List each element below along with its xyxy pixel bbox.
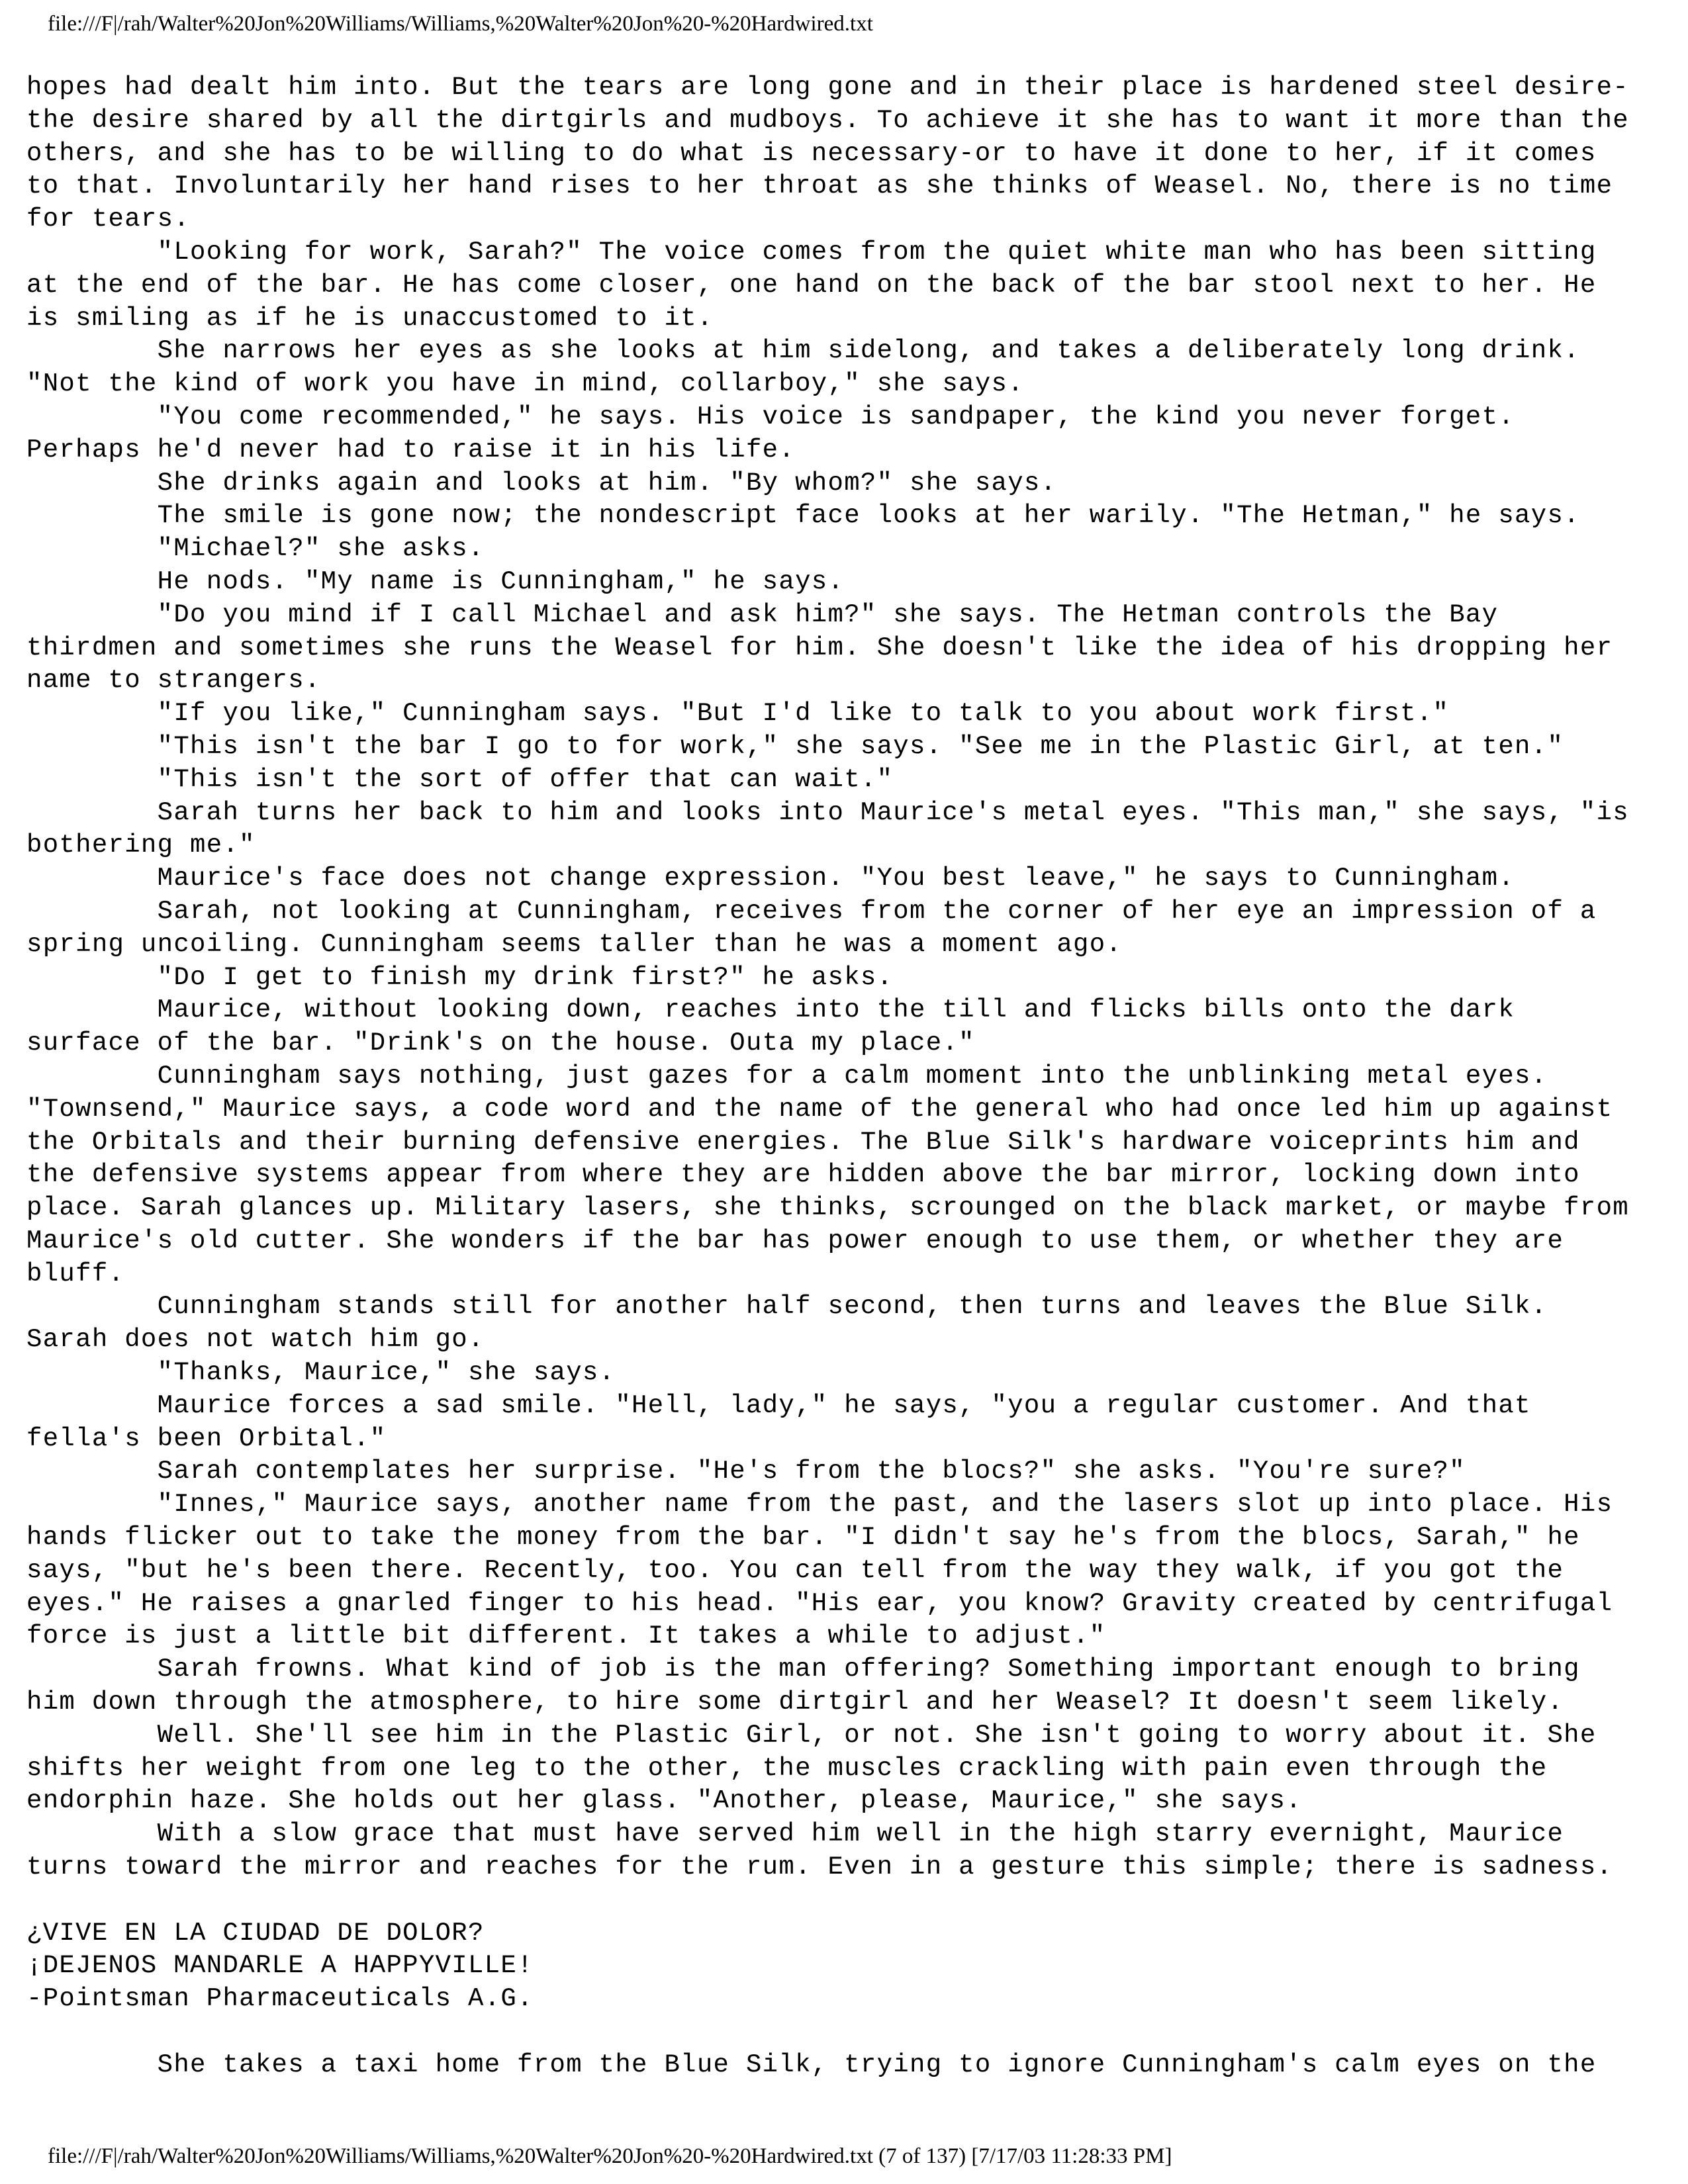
text-line: Maurice's old cutter. She wonders if the bar has power enough to use them, or whether they are	[26, 1226, 1564, 1255]
text-line: Sarah contemplates her surprise. "He's from the blocs?" she asks. "You're sure?"	[26, 1457, 1466, 1486]
text-line: place. Sarah glances up. Military lasers, she thinks, scrounged on the black market, or maybe from	[26, 1193, 1629, 1223]
text-line: endorphin haze. She holds out her glass. "Another, please, Maurice," she says.	[26, 1786, 1302, 1816]
text-line: the desire shared by all the dirtgirls and mudboys. To achieve it she has to want it more than the	[26, 105, 1629, 135]
text-line: "If you like," Cunningham says. "But I'd like to talk to you about work first."	[26, 699, 1450, 729]
text-line: Maurice's face does not change expression. "You best leave," he says to Cunningham.	[26, 864, 1515, 893]
text-line: "You come recommended," he says. His voice is sandpaper, the kind you never forget.	[26, 402, 1515, 432]
text-line: "Do I get to finish my drink first?" he asks.	[26, 962, 894, 992]
text-line: Maurice, without looking down, reaches into the till and flicks bills onto the dark	[26, 995, 1515, 1025]
text-line: is smiling as if he is unaccustomed to it.	[26, 303, 714, 333]
text-line: others, and she has to be willing to do what is necessary-or to have it done to her, if it comes	[26, 138, 1597, 168]
text-line: Cunningham stands still for another half second, then turns and leaves the Blue Silk.	[26, 1292, 1548, 1322]
text-line: eyes." He raises a gnarled finger to his head. "His ear, you know? Gravity created by centrifugal	[26, 1588, 1613, 1618]
document-text	[26, 71, 1668, 2082]
text-line: force is just a little bit different. It takes a while to adjust."	[26, 1621, 1106, 1651]
text-line: thirdmen and sometimes she runs the Weasel for him. She doesn't like the idea of his dropping her	[26, 633, 1613, 662]
text-line: at the end of the bar. He has come closer, one hand on the back of the bar stool next to her. He	[26, 270, 1597, 300]
text-line: Cunningham says nothing, just gazes for a calm moment into the unblinking metal eyes.	[26, 1061, 1548, 1091]
text-line	[26, 2016, 1668, 2049]
text-line: bothering me."	[26, 831, 256, 860]
text-line	[26, 1884, 1668, 1917]
text-line: ¡DEJENOS MANDARLE A HAPPYVILLE!	[26, 1951, 534, 1981]
text-line: "This isn't the bar I go to for work," she says. "See me in the Plastic Girl, at ten."	[26, 731, 1564, 761]
text-line: hands flicker out to take the money from the bar. "I didn't say he's from the blocs, Sarah," he	[26, 1523, 1580, 1553]
text-line: "Thanks, Maurice," she says.	[26, 1358, 616, 1388]
text-line: Sarah does not watch him go.	[26, 1325, 485, 1355]
text-line: bluff.	[26, 1259, 125, 1289]
text-line: "This isn't the sort of offer that can wait."	[26, 764, 894, 794]
text-line: "Do you mind if I call Michael and ask him?" she says. The Hetman controls the Bay	[26, 600, 1499, 629]
text-line: ¿VIVE EN LA CIUDAD DE DOLOR?	[26, 1918, 485, 1948]
file-path-footer: file:///F|/rah/Walter%20Jon%20Williams/Williams,%20Walter%20Jon%20-%20Hardwired.txt (7 of 137) [7/17/03 11:28:33 PM]	[48, 2144, 1172, 2168]
text-line: -Pointsman Pharmaceuticals A.G.	[26, 1984, 534, 2014]
text-line: Sarah, not looking at Cunningham, receives from the corner of her eye an impression of a	[26, 896, 1597, 926]
text-line: He nods. "My name is Cunningham," he says.	[26, 567, 845, 596]
text-line: him down through the atmosphere, to hire some dirtgirl and her Weasel? It doesn't seem likely.	[26, 1688, 1564, 1717]
text-line: says, "but he's been there. Recently, too. You can tell from the way they walk, if you got the	[26, 1555, 1564, 1585]
text-line: fella's been Orbital."	[26, 1424, 387, 1453]
text-line: for tears.	[26, 205, 191, 234]
text-line: Perhaps he'd never had to raise it in his life.	[26, 435, 796, 465]
text-line: Maurice forces a sad smile. "Hell, lady," he says, "you a regular customer. And that	[26, 1390, 1531, 1420]
text-line: Sarah frowns. What kind of job is the man offering? Something important enough to bring	[26, 1655, 1580, 1684]
text-line: the defensive systems appear from where they are hidden above the bar mirror, locking down into	[26, 1160, 1580, 1190]
text-line: "Innes," Maurice says, another name from the past, and the lasers slot up into place. His	[26, 1490, 1613, 1520]
text-line: name to strangers.	[26, 666, 321, 696]
text-line: "Not the kind of work you have in mind, collarboy," she says.	[26, 369, 1024, 399]
text-line: surface of the bar. "Drink's on the house. Outa my place."	[26, 1028, 975, 1058]
text-line: "Michael?" she asks.	[26, 534, 485, 564]
text-line: She takes a taxi home from the Blue Silk, trying to ignore Cunningham's calm eyes on the	[26, 2050, 1597, 2079]
text-line: Well. She'll see him in the Plastic Girl, or not. She isn't going to worry about it. She	[26, 1720, 1597, 1750]
text-line: spring uncoiling. Cunningham seems taller than he was a moment ago.	[26, 929, 1123, 959]
text-line: She drinks again and looks at him. "By whom?" she says.	[26, 468, 1057, 498]
text-line: The smile is gone now; the nondescript face looks at her warily. "The Hetman," he says.	[26, 501, 1580, 531]
file-path-header: file:///F|/rah/Walter%20Jon%20Williams/Williams,%20Walter%20Jon%20-%20Hardwired.txt	[48, 12, 873, 36]
text-line: She narrows her eyes as she looks at him sidelong, and takes a deliberately long drink.	[26, 336, 1580, 366]
text-line: With a slow grace that must have served him well in the high starry evernight, Maurice	[26, 1819, 1564, 1849]
text-line: "Looking for work, Sarah?" The voice comes from the quiet white man who has been sitting	[26, 237, 1597, 267]
text-line: to that. Involuntarily her hand rises to her throat as she thinks of Weasel. No, there is no time	[26, 171, 1613, 201]
text-line: turns toward the mirror and reaches for the rum. Even in a gesture this simple; there is sadness.	[26, 1852, 1613, 1882]
text-line: hopes had dealt him into. But the tears are long gone and in their place is hardened steel desire-	[26, 73, 1629, 102]
text-line: Sarah turns her back to him and looks into Maurice's metal eyes. "This man," she says, "is	[26, 797, 1629, 827]
text-line: "Townsend," Maurice says, a code word and the name of the general who had once led him up against	[26, 1094, 1613, 1124]
text-line: shifts her weight from one leg to the other, the muscles crackling with pain even through the	[26, 1753, 1548, 1783]
text-line: the Orbitals and their burning defensive energies. The Blue Silk's hardware voiceprints him and	[26, 1127, 1580, 1157]
